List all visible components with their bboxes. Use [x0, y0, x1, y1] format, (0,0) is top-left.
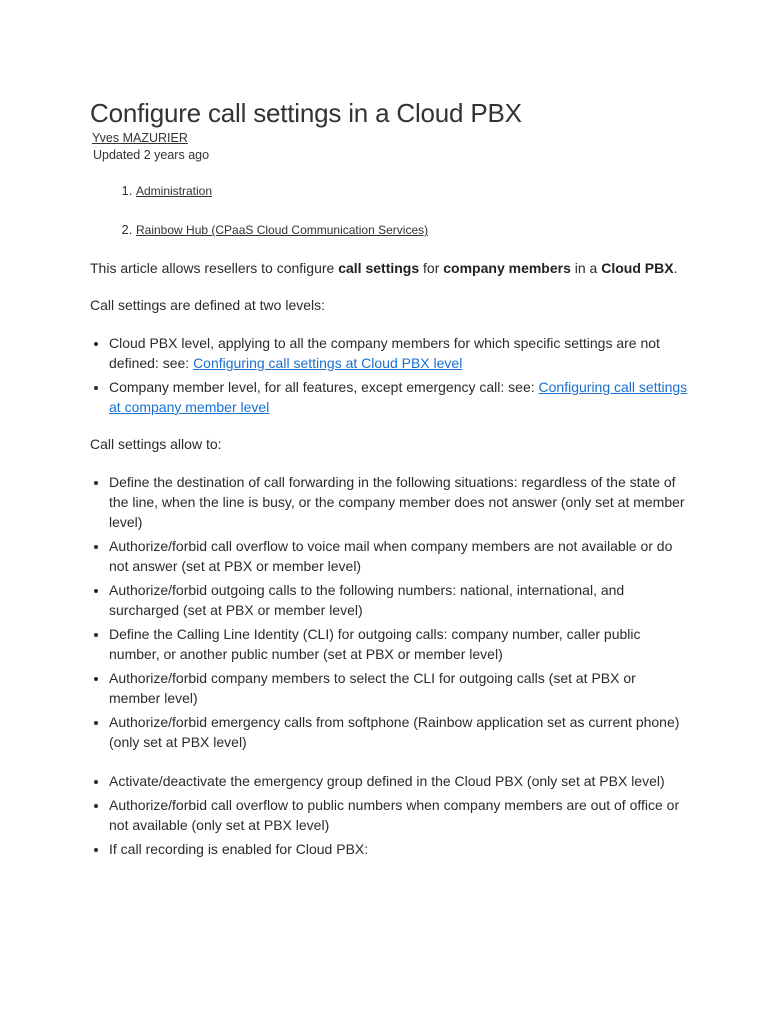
list-item: • Authorize/forbid call overflow to public numbers when company members are out of office or not available (only set at PBX level): [109, 795, 690, 835]
intro-text: for: [419, 260, 444, 276]
allow-heading: Call settings allow to:: [90, 436, 222, 452]
allow-list: [90, 472, 690, 752]
list-item: • Activate/deactivate the emergency group defined in the Cloud PBX (only set at PBX level): [109, 771, 690, 791]
intro-text: .: [673, 260, 678, 276]
author-link[interactable]: Yves MAZURIER: [92, 131, 188, 145]
list-item-text: Cloud PBX level, applying to all the company members for which specific settings are not defined: see:: [109, 335, 660, 371]
intro-bold-company-members: company members: [443, 260, 571, 276]
list-item-text: Company member level, for all features, except emergency call: see:: [109, 379, 539, 395]
list-item: • Authorize/forbid emergency calls from softphone (Rainbow application set as current phone) (only set at PBX level): [109, 712, 690, 752]
intro-paragraph: [90, 258, 690, 278]
levels-list: [90, 333, 690, 417]
article: [90, 98, 690, 863]
breadcrumb-link-administration[interactable]: Administration: [136, 184, 213, 198]
intro-text: This article allows resellers to configure: [90, 260, 339, 276]
intro-bold-call-settings: call settings: [338, 260, 420, 276]
breadcrumb-item-rainbow-hub: [136, 222, 690, 238]
breadcrumb-item-administration: [136, 183, 690, 199]
intro-bold-cloud-pbx: Cloud PBX: [601, 260, 674, 276]
updated-timestamp: Updated 2 years ago: [93, 148, 210, 162]
list-item: [109, 333, 690, 373]
levels-heading: Call settings are defined at two levels:: [90, 297, 326, 313]
list-item: [109, 377, 690, 417]
page-title: Configure call settings in a Cloud PBX: [90, 98, 522, 128]
breadcrumb-link-rainbow-hub[interactable]: Rainbow Hub (CPaaS Cloud Communication Services): [136, 223, 429, 237]
list-item: • Define the Calling Line Identity (CLI) for outgoing calls: company number, caller public number, or another public number (set at PBX or member level): [109, 624, 690, 664]
allow-list-continued: [90, 771, 690, 859]
list-item: • Authorize/forbid call overflow to voice mail when company members are not available or do not answer (set at PBX or member level): [109, 536, 690, 576]
cloud-pbx-level-link[interactable]: Configuring call settings at Cloud PBX level: [193, 355, 463, 371]
list-item: • If call recording is enabled for Cloud PBX:: [109, 839, 690, 859]
breadcrumb: [90, 183, 690, 238]
intro-text: in a: [570, 260, 602, 276]
list-item: • Authorize/forbid outgoing calls to the following numbers: national, international, and surcharged (set at PBX or member level): [109, 580, 690, 620]
member-level-link[interactable]: Configuring call settings at company member level: [109, 379, 688, 415]
list-item: • Authorize/forbid company members to select the CLI for outgoing calls (set at PBX or member level): [109, 668, 690, 708]
list-item: • Define the destination of call forwarding in the following situations: regardless of the state of the line, when the line is busy, or the company member does not answer (only set at member level): [109, 472, 690, 532]
